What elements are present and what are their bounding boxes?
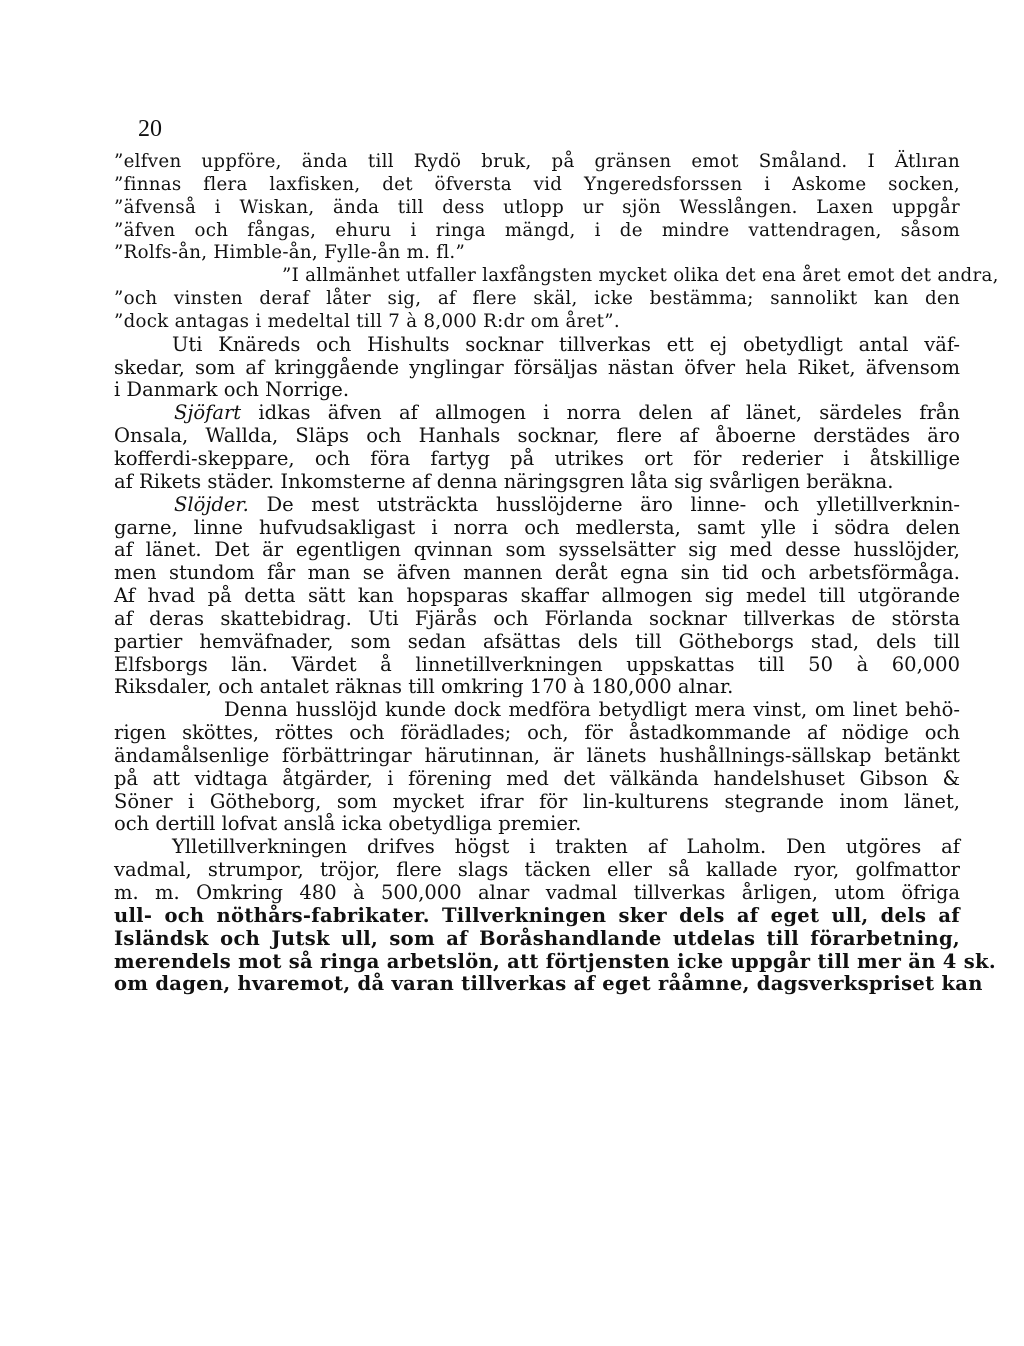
paragraph-vafskedar <box>114 334 960 403</box>
text-line: om dagen, hvaremot, då varan tillverkas af eget rååmne, dagsverkspriset kan <box>114 972 983 996</box>
text-line: af deras skattebidrag. Uti Fjärås och Förlanda socknar tillverkas de största <box>114 606 960 630</box>
section-heading-sjofart: Sjöfart <box>174 401 242 425</box>
text-line: af länet. Det är egentligen qvinnan som sysselsätter sig med desse husslöjder, <box>114 538 960 562</box>
text-line: vadmal, strumpor, tröjor, flere slags täcken eller så kallade ryor, golfmattor <box>114 858 960 882</box>
text-line: ”finnas flera laxfisken, det öfversta vid Yngeredsforssen i Askome socken, <box>114 173 960 195</box>
text-line: kofferdi-skeppare, och föra fartyg på utrikes ort för rederier i åtskillige <box>114 446 960 470</box>
paragraph-ylletillverkning-cont <box>114 903 996 996</box>
text-line: ”Rolfs-ån, Himble-ån, Fylle-ån m. fl.” <box>114 242 466 264</box>
text-fragment: De mest utsträckta husslöjderne äro linne- och ylletillverknin- <box>248 492 960 516</box>
section-heading-slojder: Slöjder. <box>174 492 249 516</box>
text-line: m. m. Omkring 480 à 500,000 alnar vadmal tillverkas årligen, utom öfriga <box>114 881 960 904</box>
paragraph-sjofart <box>114 402 960 493</box>
text-line: Elfsborgs län. Värdet å linnetillverkningen uppskattas till 50 à 60,000 <box>114 652 960 676</box>
text-line: skedar, som af kringgående ynglingar försäljas nästan öfver hela Riket, äfvensom <box>114 355 960 379</box>
text-line: Denna husslöjd kunde dock medföra betydligt mera vinst, om linet behö- <box>224 698 960 722</box>
text-line: ”elfven uppföre, ända till Rydö bruk, på gränsen emot Småland. I Ätlıran <box>114 151 960 172</box>
text-line <box>114 494 960 517</box>
text-line: merendels mot så ringa arbetslön, att förtjensten icke uppgår till mer än 4 sk. <box>114 949 996 973</box>
paragraph-husslojd <box>114 699 960 836</box>
text-line: ”och vinsten deraf låter sig, af flere skäl, icke bestämma; sannolikt kan den <box>114 288 960 310</box>
text-line: på att vidtaga åtgärder, i förening med det välkända handelshuset Gibson & <box>114 766 960 790</box>
page-number: 20 <box>138 116 162 142</box>
text-line: ull- och nöthårs-fabrikater. Tillverkningen sker dels af eget ull, dels af <box>114 903 960 927</box>
text-line: Isländsk och Jutsk ull, som af Boråshandlande utdelas till förarbetning, <box>114 926 960 950</box>
text-fragment: idkas äfven af allmogen i norra delen af länet, särdeles från <box>241 401 960 425</box>
text-line: ”äfven och fångas, ehuru i ringa mängd, i de mindre vattendragen, såsom <box>114 219 960 241</box>
text-line: och dertill lofvat anslå icka obetydliga premier. <box>114 812 582 836</box>
quote-paragraph-2 <box>114 265 999 334</box>
text-line: garne, linne hufvudsakligast i norra och medlersta, samt ylle i södra delen <box>114 515 960 539</box>
text-line: ”äfvenså i Wiskan, ända till dess utlopp ur sjön Wesslången. Laxen uppgår <box>114 196 960 218</box>
text-line: Riksdaler, och antalet räknas till omkring 170 à 180,000 alnar. <box>114 675 734 699</box>
text-line: Söner i Götheborg, som mycket ifrar för lin-kulturens stegrande inom länet, <box>114 789 960 813</box>
text-line: i Danmark och Norrige. <box>114 378 350 402</box>
text-line: men stundom får man se äfven mannen deråt egna sin tid och arbetsförmåga. <box>114 561 960 585</box>
text-line: Onsala, Wallda, Släps och Hanhals socknar, flere af åboerne derstädes äro <box>114 424 960 448</box>
text-line: ”I allmänhet utfaller laxfångsten mycket olika det ena året emot det andra, <box>282 265 999 287</box>
text-line: af Rikets städer. Inkomsterne af denna näringsgren låta sig svårligen beräkna. <box>114 469 894 493</box>
text-line: partier hemväfnader, som sedan afsättas dels till Götheborgs stad, dels till <box>114 629 960 653</box>
text-line <box>114 402 960 425</box>
text-line: Af hvad på detta sätt kan hopsparas skaffar allmogen sig medel till utgörande <box>114 584 960 608</box>
text-line: ”dock antagas i medeltal till 7 à 8,000 R:dr om året”. <box>114 310 620 332</box>
text-line: Ylletillverkningen drifves högst i trakten af Laholm. Den utgöres af <box>172 835 960 859</box>
text-line: Uti Knäreds och Hishults socknar tillverkas ett ej obetydligt antal väf- <box>172 332 960 356</box>
page-text <box>114 151 999 996</box>
quote-paragraph-1 <box>114 151 960 265</box>
paragraph-ylletillverkning <box>114 836 960 905</box>
paragraph-slojder <box>114 494 960 700</box>
text-line: ändamålsenlige förbättringar härutinnan, är länets hushållnings-sällskap betänkt <box>114 743 960 767</box>
text-line: rigen sköttes, röttes och förädlades; och, för åstadkommande af nödige och <box>114 721 960 745</box>
